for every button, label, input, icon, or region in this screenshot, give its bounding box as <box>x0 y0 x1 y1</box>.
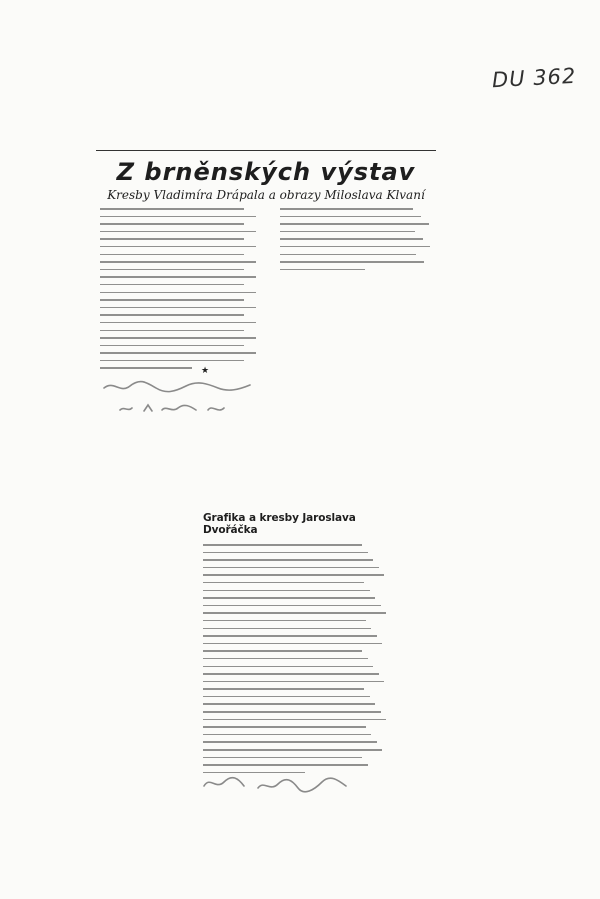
text-line <box>100 337 256 339</box>
text-line <box>280 216 421 218</box>
text-line <box>203 635 377 637</box>
text-line <box>203 590 370 592</box>
text-line <box>203 605 381 607</box>
text-line <box>100 307 256 309</box>
text-line <box>100 352 256 354</box>
handwritten-note-1 <box>100 378 260 420</box>
text-line <box>203 643 382 645</box>
text-line <box>100 284 244 286</box>
article-2-headline: Grafika a kresby Jaroslava Dvořáčka <box>203 512 356 536</box>
clipping-1 <box>96 150 436 376</box>
text-line <box>100 216 256 218</box>
text-line <box>203 620 366 622</box>
end-star-icon: ★ <box>201 366 210 376</box>
article-1-column-right <box>280 208 435 276</box>
article-1-subheadline: Kresby Vladimíra Drápala a obrazy Miloslava Klvaní <box>107 188 425 202</box>
top-rule <box>96 150 436 151</box>
text-line <box>203 658 368 660</box>
text-line <box>100 223 244 225</box>
text-line <box>100 254 244 256</box>
text-line <box>100 299 244 301</box>
text-line <box>203 673 379 675</box>
text-line <box>203 719 386 721</box>
text-line <box>280 269 365 271</box>
clipping-2 <box>203 512 388 779</box>
text-line <box>203 666 373 668</box>
text-line <box>203 559 373 561</box>
text-line <box>100 231 256 233</box>
text-line <box>280 238 423 240</box>
text-line <box>100 330 244 332</box>
text-line <box>203 650 362 652</box>
text-line <box>203 681 384 683</box>
archive-mark: DU 362 <box>491 63 577 93</box>
text-line <box>203 544 362 546</box>
article-2-body <box>203 544 388 773</box>
text-line <box>203 552 368 554</box>
text-line <box>280 261 424 263</box>
text-line <box>203 741 377 743</box>
article-1-headline: Z brněnských výstav <box>116 158 416 186</box>
text-line <box>100 238 244 240</box>
text-line <box>280 208 413 210</box>
text-line <box>280 223 429 225</box>
handwritten-note-2 <box>200 770 350 796</box>
text-line <box>203 757 362 759</box>
text-line <box>203 711 381 713</box>
text-line <box>100 345 244 347</box>
text-line <box>100 276 256 278</box>
text-line <box>100 269 244 271</box>
text-line <box>203 703 375 705</box>
text-line <box>203 628 371 630</box>
text-line <box>100 292 256 294</box>
text-line <box>203 688 364 690</box>
text-line <box>203 612 386 614</box>
article-1-body <box>96 208 436 376</box>
text-line <box>203 567 379 569</box>
text-line <box>100 246 256 248</box>
text-line <box>203 696 370 698</box>
text-line <box>280 231 415 233</box>
text-line <box>100 208 244 210</box>
article-1-column-left <box>100 208 268 375</box>
text-line <box>100 314 244 316</box>
text-line <box>280 246 430 248</box>
text-line <box>203 726 366 728</box>
text-line <box>203 582 364 584</box>
text-line <box>203 597 375 599</box>
text-line <box>203 734 371 736</box>
text-line <box>100 360 244 362</box>
text-line <box>100 367 192 369</box>
text-line <box>100 322 256 324</box>
text-line <box>203 574 384 576</box>
text-line <box>203 764 368 766</box>
text-line <box>203 749 382 751</box>
text-line <box>100 261 256 263</box>
text-line <box>280 254 416 256</box>
